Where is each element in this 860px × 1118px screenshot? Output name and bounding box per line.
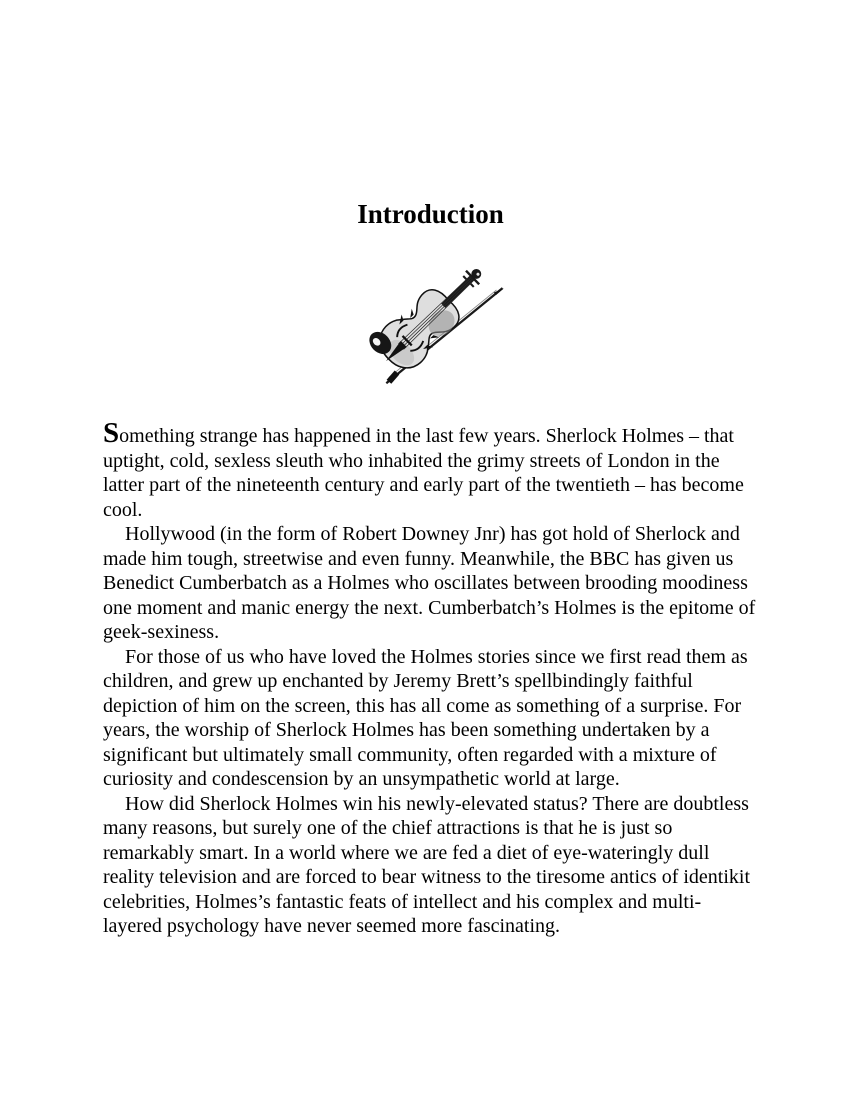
paragraph-1-text: omething strange has happened in the last few years. Sherlock Holmes – that uptight, cold, sexless sleuth who inhabited the grimy streets of London in the latter part of the nineteenth century and early part of the twentieth – has become cool.	[103, 425, 744, 521]
chapter-text	[103, 417, 758, 939]
paragraph-4: How did Sherlock Holmes win his newly-elevated status? There are doubtless many reasons, but surely one of the chief attractions is that he is just so remarkably smart. In a world where we are fed a diet of eye-wateringly dull reality television and are forced to bear witness to the tiresome antics of identikit celebrities, Holmes’s fantastic feats of intellect and his complex and multi-layered psychology have never seemed more fascinating.	[103, 792, 751, 937]
paragraph-1	[103, 417, 758, 522]
figure-container	[103, 248, 758, 408]
paragraph-3: For those of us who have loved the Holmes stories since we first read them as children, and grew up enchanted by Jeremy Brett’s spellbindingly faithful depiction of him on the screen, this has all come as something of a surprise. For years, the worship of Sherlock Holmes has been something undertaken by a significant but ultimately small community, often regarded with a mixture of curiosity and condescension by an unsympathetic world at large.	[103, 645, 748, 790]
initial-capital: S	[103, 417, 120, 449]
violin-and-bow-icon	[341, 248, 521, 393]
paragraph-2: Hollywood (in the form of Robert Downey Jnr) has got hold of Sherlock and made him tough, streetwise and even funny. Meanwhile, the BBC has given us Benedict Cumberbatch as a Holmes who oscillates between brooding moodiness one moment and manic energy the next. Cumberbatch’s Holmes is the epitome of geek-sexiness.	[103, 523, 756, 643]
chapter-title: Introduction	[357, 199, 504, 229]
